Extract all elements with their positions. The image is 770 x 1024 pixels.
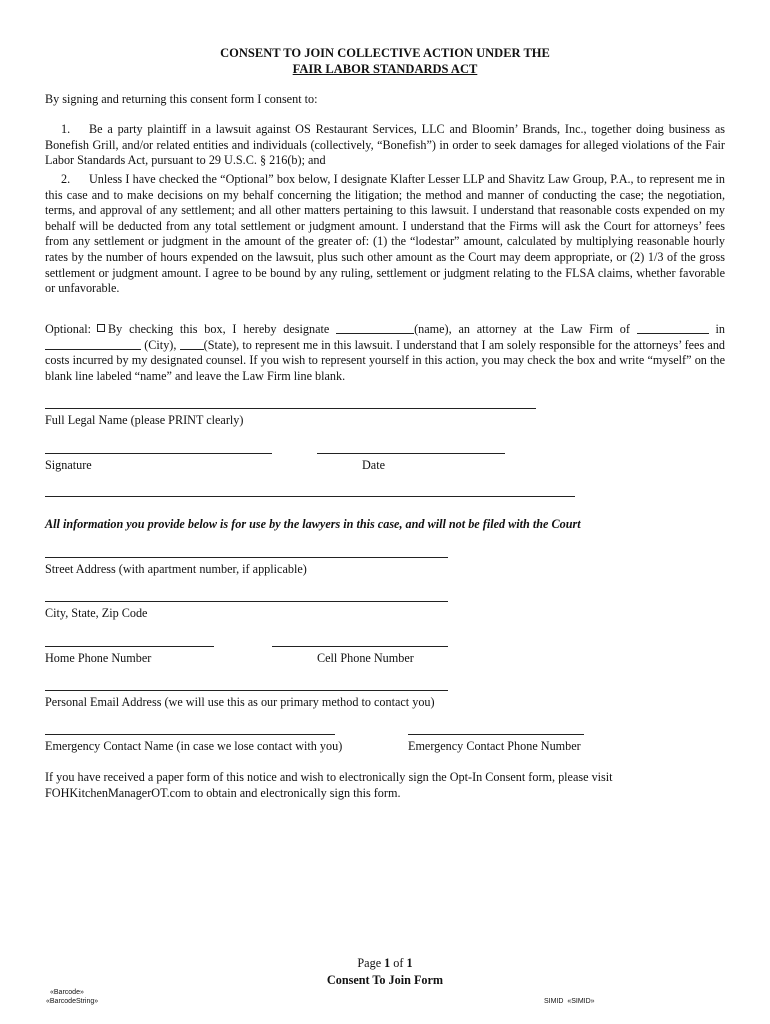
title-line-1: CONSENT TO JOIN COLLECTIVE ACTION UNDER THE — [220, 46, 550, 60]
date-label: Date — [362, 458, 386, 472]
consent-item-1 — [45, 122, 725, 169]
law-firm-blank[interactable] — [637, 323, 709, 334]
city-blank[interactable] — [45, 339, 141, 350]
signature-label: Signature — [45, 458, 92, 472]
simid-value: «SIMID» — [567, 998, 595, 1005]
item-text: Be a party plaintiff in a lawsuit against OS Restaurant Services, LLC and Bloomin’ Brands, Inc., together doing business as Bonefish Grill, and/or related entities and individuals (collectively, “Bonefish”) in order to seek damages for alleged violations of the Fair Labor Standards Act, pursuant to 29 U.S.C. § 216(b); and — [45, 122, 725, 168]
home-phone-label: Home Phone Number — [45, 651, 152, 665]
date-line[interactable] — [317, 453, 505, 454]
optional-checkbox[interactable] — [97, 324, 105, 332]
simid-field — [544, 998, 595, 1005]
page-prefix: Page — [357, 956, 382, 970]
signature-line[interactable] — [45, 453, 272, 454]
page-of: of — [393, 956, 404, 970]
street-label: Street Address (with apartment number, if applicable) — [45, 562, 307, 576]
full-name-line[interactable] — [45, 408, 536, 409]
closing-line-2: FOHKitchenManagerOT.com to obtain and electronically sign this form. — [45, 786, 401, 800]
optional-label: Optional: — [45, 322, 92, 336]
page-total: 1 — [406, 956, 413, 970]
item-text: Unless I have checked the “Optional” box below, I designate Klafter Lesser LLP and Shavitz Law Group, P.A., to represent me in this case and to make decisions on my behalf concerning the litigation; the method and manner of conducting the case; the negotiation, terms, and approval of any settlement; and all other matters pertaining to this lawsuit. I understand that reasonable costs expended on my behalf will be deducted from any total settlement or judgment amount. I understand that the Firms will ask the Court for attorneys’ fees from any settlement or judgment in the amount of the greater of: (1) the “lodestar” amount, calculated by multiplying reasonable hourly rates by the number of hours expended on the lawsuit, plus such other amount as the Court may deem appropriate, or (2) 1/3 of the gross settlement or judgment amount. I agree to be bound by any ruling, settlement or judgment relating to the FLSA claims, whether favorable or unfavorable. — [45, 172, 725, 296]
barcode-field: «Barcode» — [50, 989, 84, 996]
emergency-name-line[interactable] — [45, 734, 335, 735]
emergency-phone-label: Emergency Contact Phone Number — [408, 739, 581, 753]
optional-text-2: (name), an attorney at the Law Firm of — [414, 322, 630, 336]
form-title-footer: Consent To Join Form — [326, 973, 444, 987]
city-state-zip-line[interactable] — [45, 601, 448, 602]
separator-line — [45, 496, 575, 497]
cell-phone-label: Cell Phone Number — [317, 651, 414, 665]
item-number: 2. — [61, 172, 71, 186]
optional-text-3: (State), to represent me in this lawsuit. I understand that I am solely responsible for the attorneys’ fees and costs incurred by my designated counsel. If you wish to represent yourself in this action, you may check the box and write “myself” on the blank line labeled “name” and leave the Law Firm line blank. — [45, 337, 726, 383]
optional-text-1: By checking this box, I hereby designate — [108, 322, 330, 336]
cell-phone-line[interactable] — [272, 646, 448, 647]
city-state-zip-label: City, State, Zip Code — [45, 606, 148, 620]
page-current: 1 — [384, 956, 391, 970]
state-blank[interactable] — [180, 339, 204, 350]
closing-line-1: If you have received a paper form of this notice and wish to electronically sign the Opt-In Consent form, please visit — [45, 770, 613, 784]
full-name-label: Full Legal Name (please PRINT clearly) — [45, 413, 244, 427]
emergency-name-label: Emergency Contact Name (in case we lose contact with you) — [45, 739, 343, 753]
title-line-2: FAIR LABOR STANDARDS ACT — [292, 62, 478, 76]
attorney-name-blank[interactable] — [336, 323, 414, 334]
barcode-string-field: «BarcodeString» — [46, 998, 99, 1005]
notice-text: All information you provide below is for use by the lawyers in this case, and will not be filed with the Court — [45, 517, 581, 531]
optional-text-in: in — [715, 322, 726, 336]
simid-label: SIMID — [544, 998, 564, 1005]
email-label: Personal Email Address (we will use this as our primary method to contact you) — [45, 695, 435, 709]
item-number: 1. — [61, 122, 71, 136]
page-number — [0, 956, 770, 971]
emergency-phone-line[interactable] — [408, 734, 584, 735]
optional-text-city: (City), — [144, 337, 177, 352]
home-phone-line[interactable] — [45, 646, 214, 647]
optional-paragraph — [45, 322, 725, 384]
consent-item-2 — [45, 172, 725, 297]
street-line[interactable] — [45, 557, 448, 558]
email-line[interactable] — [45, 690, 448, 691]
intro-text: By signing and returning this consent form I consent to: — [45, 92, 318, 106]
